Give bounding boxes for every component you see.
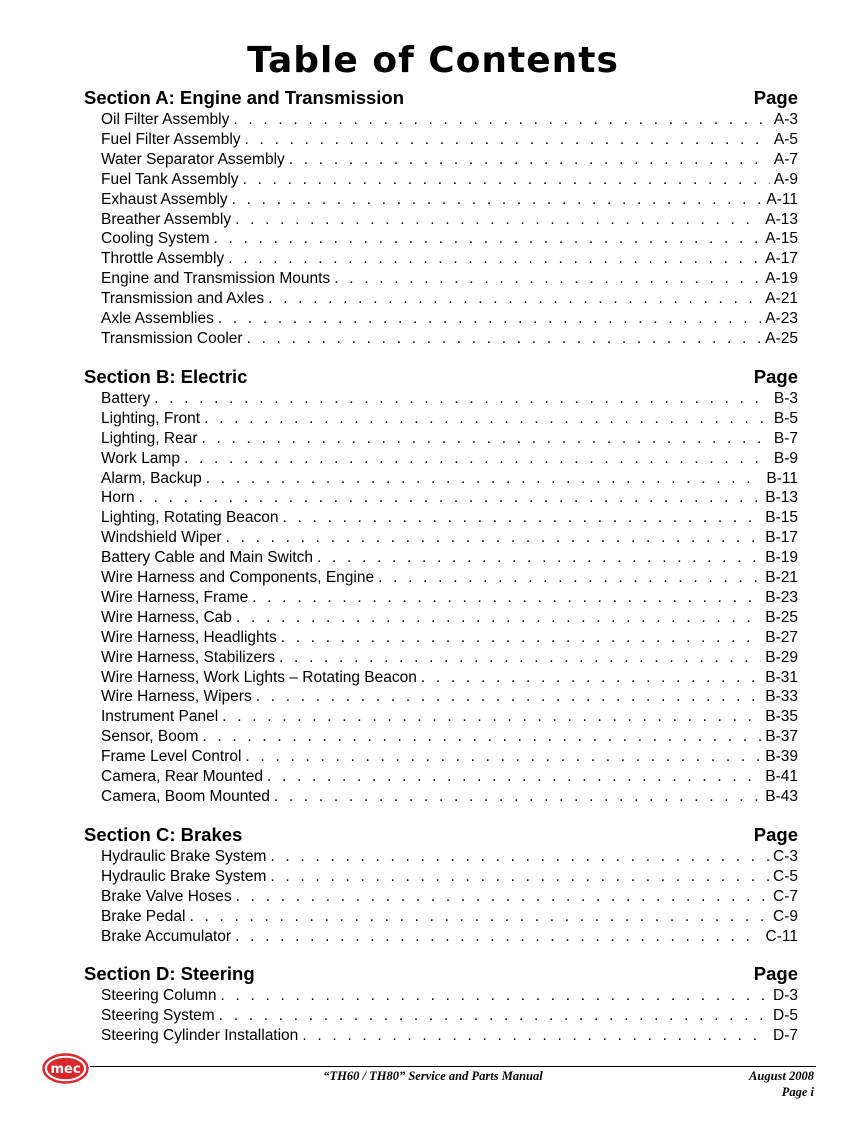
entry-page: B-41	[765, 768, 798, 786]
section-heading-row	[84, 823, 798, 847]
dot-leader	[236, 608, 761, 628]
entry-title: Wire Harness, Frame	[101, 588, 249, 606]
entry-title: Cooling System	[101, 230, 210, 248]
entry-page: A-3	[773, 111, 798, 128]
entry-page: C-9	[773, 907, 798, 925]
entry-title: Fuel Tank Assembly	[101, 170, 239, 188]
toc-entry[interactable]	[101, 1026, 798, 1046]
toc-entry[interactable]	[101, 469, 798, 489]
dot-leader	[378, 568, 761, 588]
entry-title: Lighting, Front	[101, 409, 201, 427]
toc-entry[interactable]	[101, 389, 798, 409]
dot-leader	[245, 130, 770, 150]
entry-title: Wire Harness, Cab	[101, 608, 232, 626]
toc-entry[interactable]	[101, 747, 798, 767]
entry-page: A-19	[765, 270, 798, 288]
entry-page: B-29	[765, 648, 798, 666]
toc-entry[interactable]	[101, 548, 798, 568]
entry-list	[84, 110, 798, 349]
dot-leader	[267, 767, 761, 787]
toc-entry[interactable]	[101, 986, 798, 1006]
dot-leader	[236, 887, 769, 907]
entry-title: Wire Harness, Work Lights – Rotating Beacon	[101, 668, 417, 686]
section-heading-row	[84, 86, 798, 110]
dot-leader	[218, 309, 761, 329]
section-heading: Section A: Engine and Transmission	[84, 87, 405, 108]
entry-title: Alarm, Backup	[101, 469, 202, 487]
toc-entry[interactable]	[101, 249, 798, 269]
dot-leader	[202, 429, 770, 449]
entry-title: Hydraulic Brake System	[101, 847, 267, 865]
entry-title: Steering Cylinder Installation	[101, 1027, 299, 1045]
entry-page: B-39	[765, 748, 798, 766]
entry-page: B-3	[773, 389, 798, 407]
entry-page: C-5	[773, 867, 798, 885]
entry-page: D-7	[773, 1027, 798, 1045]
manual-title: “TH60 / TH80” Service and Parts Manual	[323, 1069, 543, 1083]
toc-entry[interactable]	[101, 847, 798, 867]
dot-leader	[228, 249, 761, 269]
entry-title: Water Separator Assembly	[101, 150, 285, 168]
entry-title: Wire Harness, Headlights	[101, 628, 277, 646]
entry-page: B-5	[773, 409, 798, 427]
toc-entry[interactable]	[101, 907, 798, 927]
entry-page: A-11	[766, 190, 798, 208]
toc-entry[interactable]	[101, 409, 798, 429]
dot-leader	[317, 548, 761, 568]
dot-leader	[302, 1026, 769, 1046]
dot-leader	[245, 747, 761, 767]
entry-title: Axle Assemblies	[101, 310, 214, 328]
dot-leader	[189, 907, 769, 927]
entry-title: Throttle Assembly	[101, 250, 225, 268]
entry-title: Battery	[101, 389, 151, 407]
dot-leader	[226, 528, 762, 548]
entry-page: A-17	[765, 250, 798, 268]
dot-leader	[184, 449, 770, 469]
entry-title: Windshield Wiper	[101, 529, 222, 547]
toc-section	[84, 86, 798, 349]
entry-title: Lighting, Rotating Beacon	[101, 509, 279, 527]
dot-leader	[283, 508, 762, 528]
entry-title: Work Lamp	[101, 449, 180, 467]
toc-entry[interactable]	[101, 289, 798, 309]
entry-title: Camera, Rear Mounted	[101, 768, 263, 786]
toc-entry[interactable]	[101, 110, 798, 130]
logo-text: mec	[50, 1062, 81, 1077]
entry-page: B-7	[773, 429, 798, 447]
toc-entry[interactable]	[101, 329, 798, 349]
entry-title: Transmission and Axles	[101, 290, 265, 308]
entry-page: B-23	[765, 588, 798, 606]
entry-title: Brake Accumulator	[101, 927, 232, 945]
entry-page: A-15	[765, 230, 798, 248]
entry-title: Brake Valve Hoses	[101, 887, 232, 905]
entry-page: B-19	[765, 549, 798, 567]
dot-leader	[334, 269, 761, 289]
dot-leader	[268, 289, 761, 309]
section-heading: Section B: Electric	[84, 365, 248, 387]
entry-page: A-23	[765, 310, 798, 328]
entry-page: A-7	[773, 150, 798, 168]
table-of-contents	[84, 86, 798, 1062]
dot-leader	[139, 488, 762, 508]
entry-page: B-13	[765, 489, 798, 507]
toc-entry[interactable]	[101, 449, 798, 469]
dot-leader	[154, 389, 770, 409]
entry-page: A-9	[773, 170, 798, 188]
toc-entry[interactable]	[101, 648, 798, 668]
toc-entry[interactable]	[101, 608, 798, 628]
entry-title: Steering Column	[101, 987, 217, 1005]
page-number: Page i	[781, 1085, 814, 1099]
toc-entry[interactable]	[101, 588, 798, 608]
entry-title: Wire Harness, Stabilizers	[101, 648, 275, 666]
toc-entry[interactable]	[101, 707, 798, 727]
entry-page: B-31	[765, 668, 798, 686]
toc-entry[interactable]	[101, 210, 798, 230]
toc-entry[interactable]	[101, 568, 798, 588]
toc-entry[interactable]	[101, 727, 798, 747]
toc-entry[interactable]	[101, 787, 798, 807]
toc-entry[interactable]	[101, 130, 798, 150]
dot-leader	[289, 150, 770, 170]
dot-leader	[214, 229, 762, 249]
entry-page: B-17	[765, 529, 798, 547]
dot-leader	[206, 469, 763, 489]
entry-title: Brake Pedal	[101, 907, 186, 925]
dot-leader	[247, 329, 762, 349]
entry-list	[84, 847, 798, 947]
page-column-label: Page	[753, 963, 798, 985]
toc-section	[84, 365, 798, 807]
entry-list	[84, 389, 798, 807]
entry-page: B-35	[765, 708, 798, 726]
entry-title: Sensor, Boom	[101, 728, 199, 746]
dot-leader	[235, 927, 761, 947]
entry-title: Wire Harness and Components, Engine	[101, 569, 375, 587]
dot-leader	[220, 986, 769, 1006]
dot-leader	[279, 648, 761, 668]
entry-page: B-43	[765, 788, 798, 805]
page-column-label: Page	[753, 87, 798, 108]
entry-title: Oil Filter Assembly	[101, 111, 230, 128]
section-heading: Section C: Brakes	[84, 823, 243, 845]
entry-page: B-11	[766, 469, 798, 487]
entry-title: Hydraulic Brake System	[101, 867, 267, 885]
dot-leader	[274, 787, 761, 807]
entry-title: Wire Harness, Wipers	[101, 688, 252, 706]
toc-entry[interactable]	[101, 1006, 798, 1026]
section-heading-row	[84, 962, 798, 986]
entry-page: B-25	[765, 608, 798, 626]
toc-entry[interactable]	[101, 528, 798, 548]
dot-leader	[421, 668, 761, 688]
entry-page: B-37	[765, 728, 798, 746]
entry-page: C-7	[773, 887, 798, 905]
entry-title: Transmission Cooler	[101, 329, 243, 347]
toc-entry[interactable]	[101, 508, 798, 528]
page-title: Table of Contents	[247, 40, 619, 81]
toc-entry[interactable]	[101, 150, 798, 170]
entry-page: B-15	[765, 509, 798, 527]
toc-entry[interactable]	[101, 668, 798, 688]
entry-title: Camera, Boom Mounted	[101, 788, 270, 805]
section-heading: Section D: Steering	[84, 963, 255, 985]
toc-entry[interactable]	[101, 488, 798, 508]
entry-page: D-5	[773, 1007, 798, 1025]
toc-entry[interactable]	[101, 927, 798, 947]
dot-leader	[233, 110, 770, 130]
page-column-label: Page	[753, 823, 798, 845]
entry-title: Battery Cable and Main Switch	[101, 549, 313, 567]
toc-entry[interactable]	[101, 767, 798, 787]
entry-page: A-25	[765, 329, 798, 347]
entry-page: B-9	[773, 449, 798, 467]
toc-entry[interactable]	[101, 190, 798, 210]
dot-leader	[243, 170, 770, 190]
entry-title: Frame Level Control	[101, 748, 242, 766]
dot-leader	[270, 847, 769, 867]
entry-title: Steering System	[101, 1007, 215, 1025]
toc-entry[interactable]	[101, 429, 798, 449]
toc-section	[84, 962, 798, 1046]
entry-page: A-21	[765, 290, 798, 308]
entry-title: Horn	[101, 489, 135, 507]
section-heading-row	[84, 365, 798, 389]
dot-leader	[204, 409, 770, 429]
toc-entry[interactable]	[101, 170, 798, 190]
entry-title: Fuel Filter Assembly	[101, 130, 241, 148]
toc-entry[interactable]	[101, 269, 798, 289]
dot-leader	[281, 628, 762, 648]
dot-leader	[252, 588, 761, 608]
entry-page: C-11	[765, 927, 798, 945]
entry-list	[84, 986, 798, 1046]
footer-date: August 2008	[749, 1069, 814, 1083]
toc-entry[interactable]	[101, 687, 798, 707]
dot-leader	[256, 687, 762, 707]
dot-leader	[202, 727, 761, 747]
entry-page: A-13	[765, 210, 798, 228]
dot-leader	[219, 1006, 769, 1026]
toc-entry[interactable]	[101, 887, 798, 907]
entry-title: Engine and Transmission Mounts	[101, 270, 331, 288]
entry-page: C-3	[773, 847, 798, 865]
entry-page: A-5	[773, 130, 798, 148]
dot-leader	[270, 867, 769, 887]
footer-rule	[90, 1066, 816, 1067]
toc-entry[interactable]	[101, 867, 798, 887]
entry-title: Exhaust Assembly	[101, 190, 228, 208]
toc-entry[interactable]	[101, 229, 798, 249]
entry-page: B-21	[765, 569, 798, 587]
entry-page: D-3	[773, 987, 798, 1005]
entry-title: Breather Assembly	[101, 210, 232, 228]
entry-page: B-33	[765, 688, 798, 706]
entry-title: Instrument Panel	[101, 708, 219, 726]
toc-entry[interactable]	[101, 628, 798, 648]
toc-entry[interactable]	[101, 309, 798, 329]
entry-page: B-27	[765, 628, 798, 646]
dot-leader	[222, 707, 761, 727]
toc-section	[84, 823, 798, 947]
dot-leader	[235, 210, 761, 230]
entry-title: Lighting, Rear	[101, 429, 198, 447]
page-column-label: Page	[753, 365, 798, 387]
dot-leader	[232, 190, 763, 210]
